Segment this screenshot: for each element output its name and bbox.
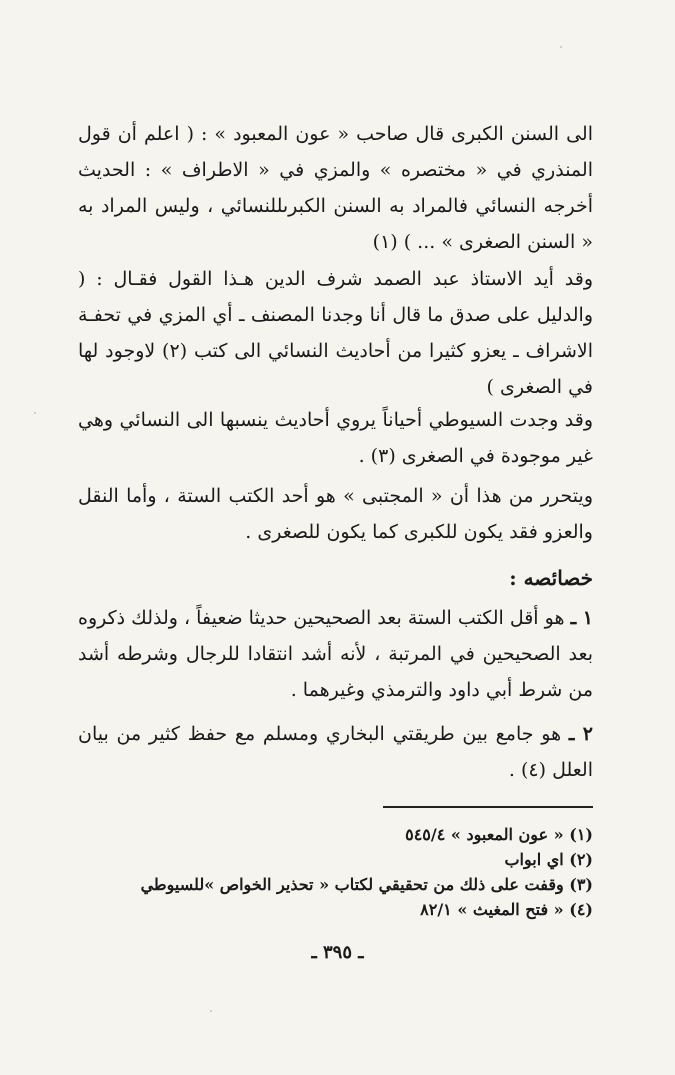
footnote: (٤) « فتح المغيث » ٨٢/١ <box>420 900 593 919</box>
list-item-number: ٢ ـ <box>568 723 593 745</box>
list-item-text: هو أقل الكتب الستة بعد الصحيحين حديثا ضعيفاً ، ولذلك ذكروه بعد الصحيحين في المرتبة ، لأنه أشد انتقادا للرجال وشرطه أشد من شرط أبي داود والترمذي وغيرهما . <box>78 607 593 701</box>
paper-speck <box>34 412 36 414</box>
list-item <box>78 600 593 708</box>
paragraph-2: وقد أيد الاستاذ عبد الصمد شرف الدين هـذا القول فقـال : ( والدليل على صدق ما قال أنا وجدنا المصنف ـ أي المزي في تحفـة الاشراف ـ يعزو كثيرا من أحاديث النسائي الى كتب (٢) لاوجود لها في الصغرى ) <box>78 268 593 398</box>
paragraph-4: ويتحرر من هذا أن « المجتبى » هو أحد الكتب الستة ، وأما النقل والعزو فقد يكون للكبرى كما يكون للصغرى . <box>78 485 593 543</box>
footnote: (٣) وقفت على ذلك من تحقيقي لكتاب « تحذير الخواص »للسيوطي <box>140 875 593 894</box>
paper-speck <box>560 46 562 48</box>
list-item-number: ١ ـ <box>570 607 594 629</box>
list-item <box>78 716 593 788</box>
page-number: ـ ٣٩٥ ـ <box>311 942 364 963</box>
paragraph-1: الى السنن الكبرى قال صاحب « عون المعبود » : ( اعلم أن قول المنذري في « مختصره » والمزي في « الاطراف » : الحديث أخرجه النسائي فالمراد به السنن الكبرىللنسائي ، وليس المراد به « السنن الصغرى » ... ) (١) <box>78 123 593 253</box>
paragraph-3: وقد وجدت السيوطي أحياناً يروي أحاديث ينسبها الى النسائي وهي غير موجودة في الصغرى (٣) . <box>78 409 593 467</box>
section-heading: خصائصه : <box>509 566 593 590</box>
footnote: (١) « عون المعبود » ٥٤٥/٤ <box>405 825 593 844</box>
footnote: (٢) اي ابواب <box>504 850 593 869</box>
footnote-separator <box>383 806 593 808</box>
paper-speck <box>210 1010 212 1012</box>
footnotes <box>78 822 593 922</box>
list-item-text: هو جامع بين طريقتي البخاري ومسلم مع حفظ كثير من بيان العلل (٤) . <box>78 723 593 781</box>
